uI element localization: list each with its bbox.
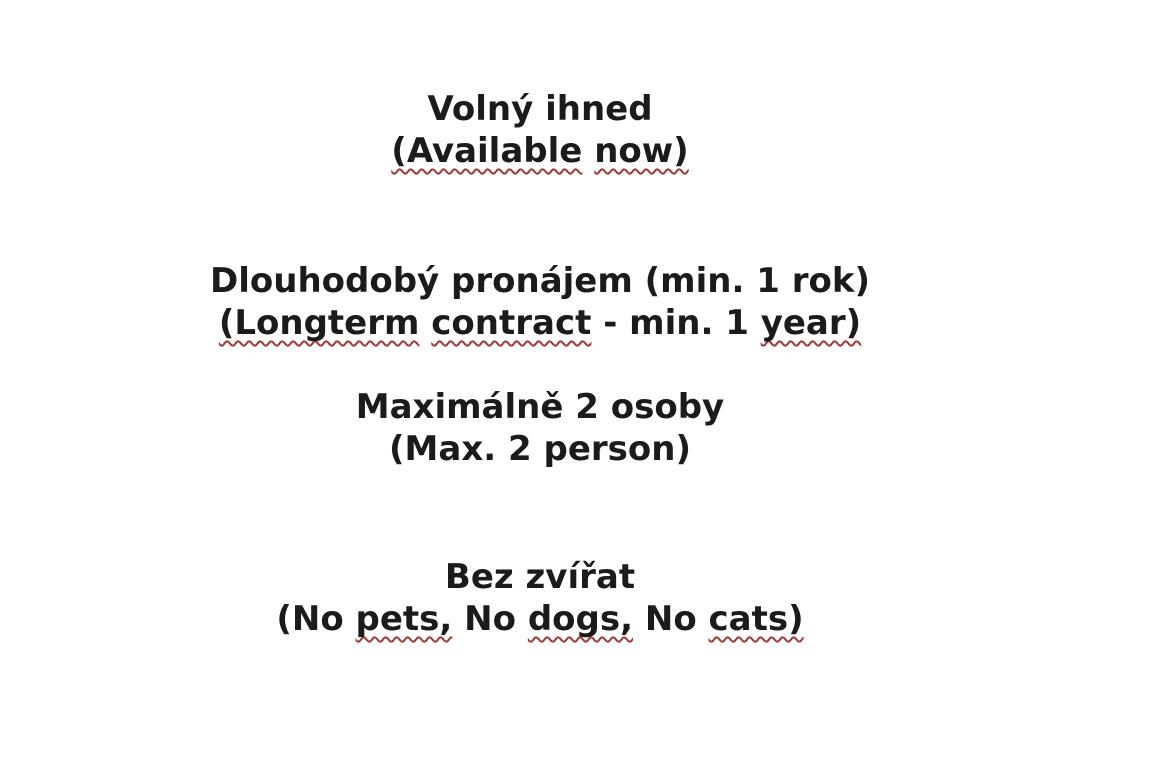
text-segment: No bbox=[633, 599, 709, 639]
block-contract-length bbox=[0, 260, 1080, 344]
misspelled-word: now) bbox=[594, 131, 689, 171]
block-no-pets bbox=[0, 556, 1080, 640]
misspelled-word: (Longterm bbox=[218, 303, 420, 343]
misspelled-word: (Available bbox=[391, 131, 583, 171]
text-segment: (Max. 2 person) bbox=[389, 429, 691, 469]
misspelled-word: cats) bbox=[708, 599, 804, 639]
misspelled-word: contract bbox=[431, 303, 592, 343]
text-segment: Bez zvířat bbox=[444, 557, 636, 597]
block-max-occupancy bbox=[0, 386, 1080, 470]
misspelled-word: dogs, bbox=[527, 599, 634, 639]
text-segment: Dlouhodobý pronájem (min. 1 rok) bbox=[210, 261, 870, 301]
text-segment bbox=[582, 131, 594, 171]
block-availability bbox=[0, 88, 1080, 172]
text-line bbox=[0, 130, 1080, 172]
text-segment: No bbox=[452, 599, 528, 639]
text-segment: - min. 1 bbox=[591, 303, 761, 343]
text-line bbox=[0, 598, 1080, 640]
text-segment: Maximálně 2 osoby bbox=[355, 387, 725, 427]
text-line bbox=[0, 428, 1080, 470]
text-segment: (No bbox=[276, 599, 356, 639]
text-line bbox=[0, 556, 1080, 598]
text-line bbox=[0, 302, 1080, 344]
misspelled-word: pets, bbox=[355, 599, 453, 639]
text-segment bbox=[419, 303, 431, 343]
text-line bbox=[0, 260, 1080, 302]
text-segment: Volný ihned bbox=[427, 89, 653, 129]
text-line bbox=[0, 88, 1080, 130]
misspelled-word: year) bbox=[760, 303, 862, 343]
text-line bbox=[0, 386, 1080, 428]
